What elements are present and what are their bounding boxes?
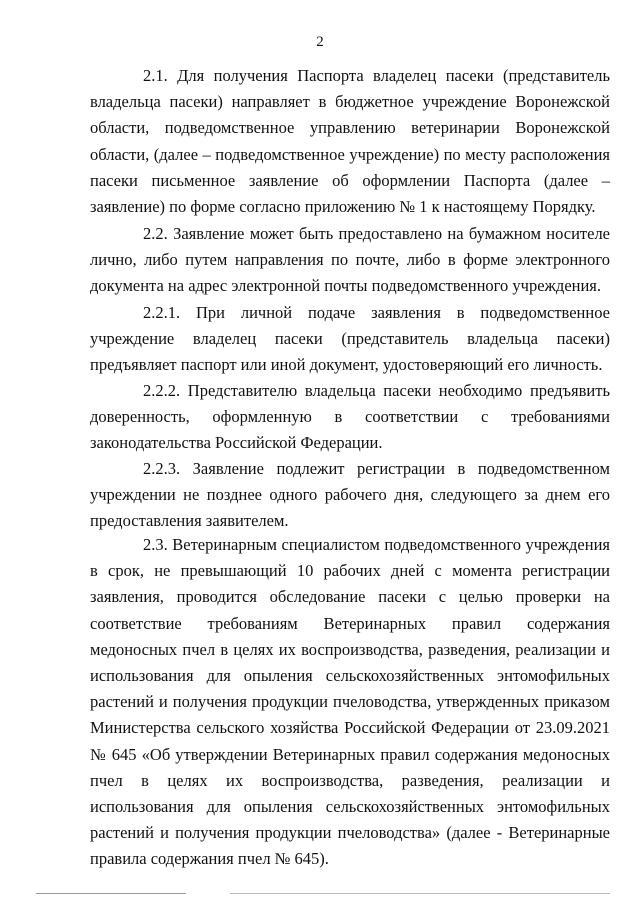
paragraph-2-1: 2.1. Для получения Паспорта владелец пасеки (представитель владельца пасеки) направляет в бюджетное учреждение Воронежской области, подведомственное управлению ветеринарии Воронежской области, (далее – подведомственное учреждение) по месту расположения пасеки письменное заявление об оформлении Паспорта (далее – заявление) по форме согласно приложению № 1 к настоящему Порядку. <box>90 66 610 217</box>
paragraph-2-2-1: 2.2.1. При личной подаче заявления в подведомственное учреждение владелец пасеки (представитель владельца пасеки) предъявляет паспорт или иной документ, удостоверяющий его личность. <box>90 303 610 375</box>
paragraph-2-2-3: 2.2.3. Заявление подлежит регистрации в подведомственном учреждении не позднее одного рабочего дня, следующего за днем его предоставления заявителем. <box>90 459 610 531</box>
bottom-divider-right <box>230 893 610 894</box>
paragraph-2-2-2: 2.2.2. Представителю владельца пасеки необходимо предъявить доверенность, оформленную в соответствии с требованиями законодательства Российской Федерации. <box>90 381 610 453</box>
page-number: 2 <box>316 34 324 50</box>
paragraph-2-3: 2.3. Ветеринарным специалистом подведомственного учреждения в срок, не превышающий 10 рабочих дней с момента регистрации заявления, проводится обследование пасеки с целью проверки на соответствие требованиям Ветеринарных правил содержания медоносных пчел в целях их воспроизводства, разведения, реализации и использования для опыления сельскохозяйственных энтомофильных растений и получения продукции пчеловодства, утвержденных приказом Министерства сельского хозяйства Российской Федерации от 23.09.2021 № 645 «Об утверждении Ветеринарных правил содержания медоносных пчел в целях их воспроизводства, разведения, реализации и использования для опыления сельскохозяйственных энтомофильных растений и получения продукции пчеловодства» (далее - Ветеринарные правила содержания пчел № 645). <box>90 535 610 869</box>
paragraph-2-2: 2.2. Заявление может быть предоставлено на бумажном носителе лично, либо путем направления по почте, либо в форме электронного документа на адрес электронной почты подведомственного учреждения. <box>90 224 610 296</box>
bottom-divider-left <box>36 893 186 894</box>
